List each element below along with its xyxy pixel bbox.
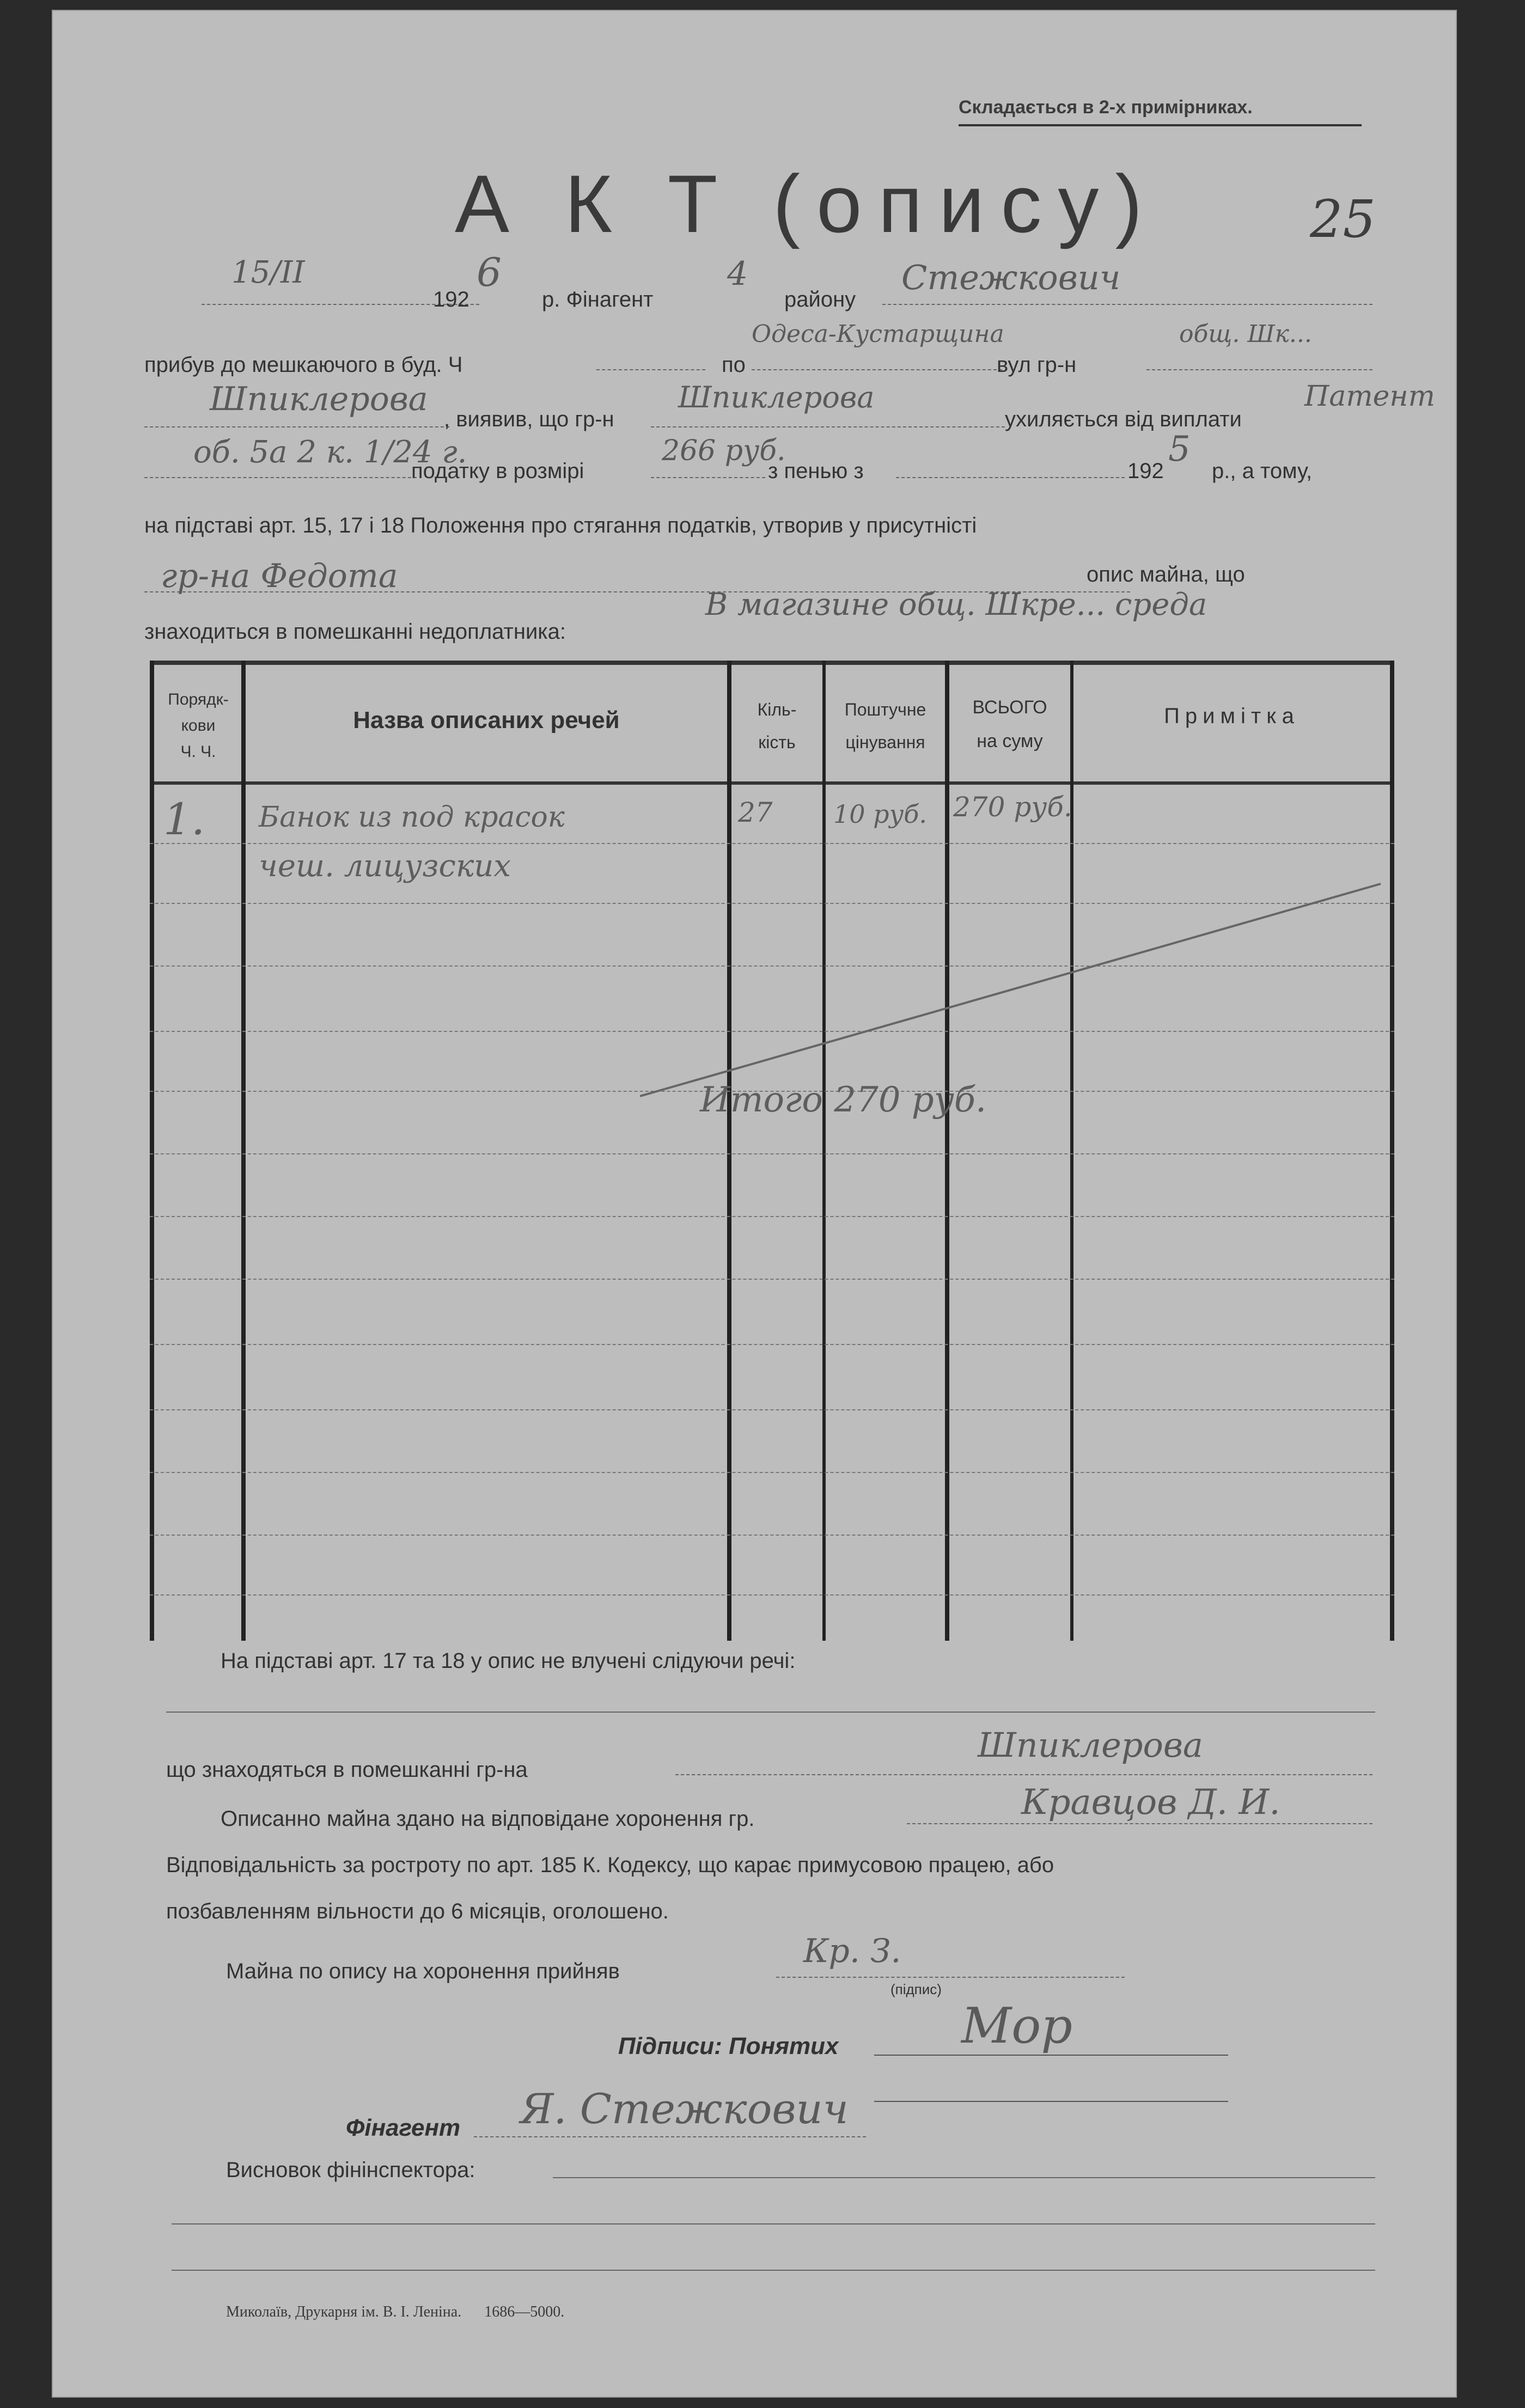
row-line: [150, 1594, 1394, 1596]
copies-note: Складається в 2-х примірниках.: [959, 97, 1253, 118]
cancellation-stroke: [640, 873, 1402, 1102]
excluded-items-text: На підставі арт. 17 та 18 у опис не влучені слідуючи речі:: [221, 1649, 796, 1673]
line6-text: опис майна, що: [1087, 563, 1245, 586]
header-unit-price: Поштучне цінування: [844, 700, 926, 752]
liability-text-2: позбавленням вільности до 6 місяців, оголошено.: [166, 1899, 669, 1923]
row-line: [150, 1153, 1394, 1154]
line4-text1: податку в розмірі: [411, 459, 584, 483]
liability-text: Відповідальність за ростроту по арт. 185 К. Кодексу, що карає примусовою працею, або: [166, 1853, 1054, 1877]
page-number: 25: [1310, 190, 1376, 249]
agent-name: Стежкович: [901, 258, 1121, 297]
citizen-name-left: Шпиклерова: [210, 380, 428, 418]
copies-note-underline: [959, 124, 1362, 126]
line4-text3: 192: [1127, 459, 1164, 483]
inventory-table: [150, 661, 1394, 1641]
street-handwritten: Одеса-Кустарщина: [752, 320, 1004, 348]
row-line: [150, 1535, 1394, 1536]
patent-handwritten: Патент: [1304, 380, 1435, 413]
row1-name: Банок из под красок: [259, 801, 565, 834]
witness-name: гр-на Федота: [161, 557, 398, 595]
agent-signature: Я. Стежкович: [520, 2085, 849, 2133]
custody-text: Описанно майна здано на відповідане хоронення гр.: [221, 1807, 755, 1831]
row-line: [150, 843, 1394, 844]
row-line: [150, 1344, 1394, 1345]
district-label: району: [784, 288, 856, 311]
line3-text1: , виявив, що гр-н: [444, 407, 614, 431]
year-digit: 6: [477, 249, 502, 295]
row-line: [150, 1279, 1394, 1280]
witnesses-label: Підписи: Понятих: [618, 2033, 839, 2059]
printer-imprint: [226, 2303, 564, 2321]
header-name: Назва описаних речей: [353, 707, 620, 734]
table-total-handwritten: Итого 270 руб.: [700, 1080, 987, 1120]
line4-text2: з пенью з: [768, 459, 864, 483]
line4-text4: р., а тому,: [1212, 459, 1313, 483]
line7-text: знаходиться в помешканні недоплатника:: [144, 620, 566, 644]
custodian-name: Кравцов Д. И.: [1021, 1782, 1280, 1823]
row-line: [150, 1216, 1394, 1217]
tax-amount: 266 руб.: [662, 435, 786, 467]
date-handwritten: 15/II: [231, 255, 305, 290]
accepted-signature: Кр. З.: [803, 1932, 901, 1970]
row-line: [150, 1409, 1394, 1410]
printer-name: Миколаїв, Друкарня ім. В. І. Леніна.: [226, 2303, 462, 2320]
row1-name-continued: чеш. лицузских: [259, 848, 511, 884]
year-digit-2: 5: [1168, 429, 1191, 469]
row1-quantity: 27: [738, 797, 773, 828]
header-total: ВСЬОГО на суму: [972, 697, 1047, 751]
witness-signature: Мор: [961, 1997, 1072, 2055]
document-page: [52, 10, 1457, 2398]
row1-unit-price: 10 руб.: [833, 799, 927, 829]
location-handwritten: В магазине общ. Шкре... среда: [705, 587, 1207, 622]
line2-text2: по: [722, 353, 746, 377]
located-handwritten: Шпиклерова: [978, 1725, 1203, 1765]
accepted-text: Майна по опису на хоронення прийняв: [226, 1959, 620, 1983]
agent-name-line: [882, 304, 1372, 305]
address-handwritten: об. 5а 2 к. 1/24 г.: [193, 435, 467, 470]
header-note: Примітка: [1164, 704, 1300, 728]
row-line: [150, 1472, 1394, 1473]
accepted-signature-line: [776, 1977, 1125, 1978]
agent-label: р. Фінагент: [542, 288, 654, 311]
order-number: 1686—5000.: [484, 2303, 565, 2320]
signature-caption: (підпис): [890, 1981, 942, 1997]
located-text: що знаходяться в помешканні гр-на: [166, 1758, 528, 1782]
building-handwritten: общ. Шк...: [1179, 320, 1312, 348]
year-prefix: 192: [433, 288, 469, 311]
header-quantity: Кіль- кість: [757, 700, 797, 752]
document-title: А К Т (опису): [455, 158, 1159, 249]
line3-text2: ухиляється від виплати: [1005, 407, 1242, 431]
conclusion-label: Висновок фінінспектора:: [226, 2158, 475, 2182]
line5-text: на підставі арт. 15, 17 і 18 Положення про стягання податків, утворив у присутністі: [144, 514, 977, 537]
header-order: Порядк- кови Ч. Ч.: [168, 690, 229, 761]
row1-number: 1.: [163, 794, 205, 845]
district-number: 4: [727, 255, 748, 293]
line2-text1: прибув до мешкаючого в буд. Ч: [144, 353, 463, 377]
citizen-name-mid: Шпиклерова: [678, 380, 875, 414]
agent-label: Фінагент: [346, 2114, 461, 2141]
row1-total: 270 руб.: [953, 791, 1072, 823]
line2-text3: вул гр-н: [997, 353, 1077, 377]
